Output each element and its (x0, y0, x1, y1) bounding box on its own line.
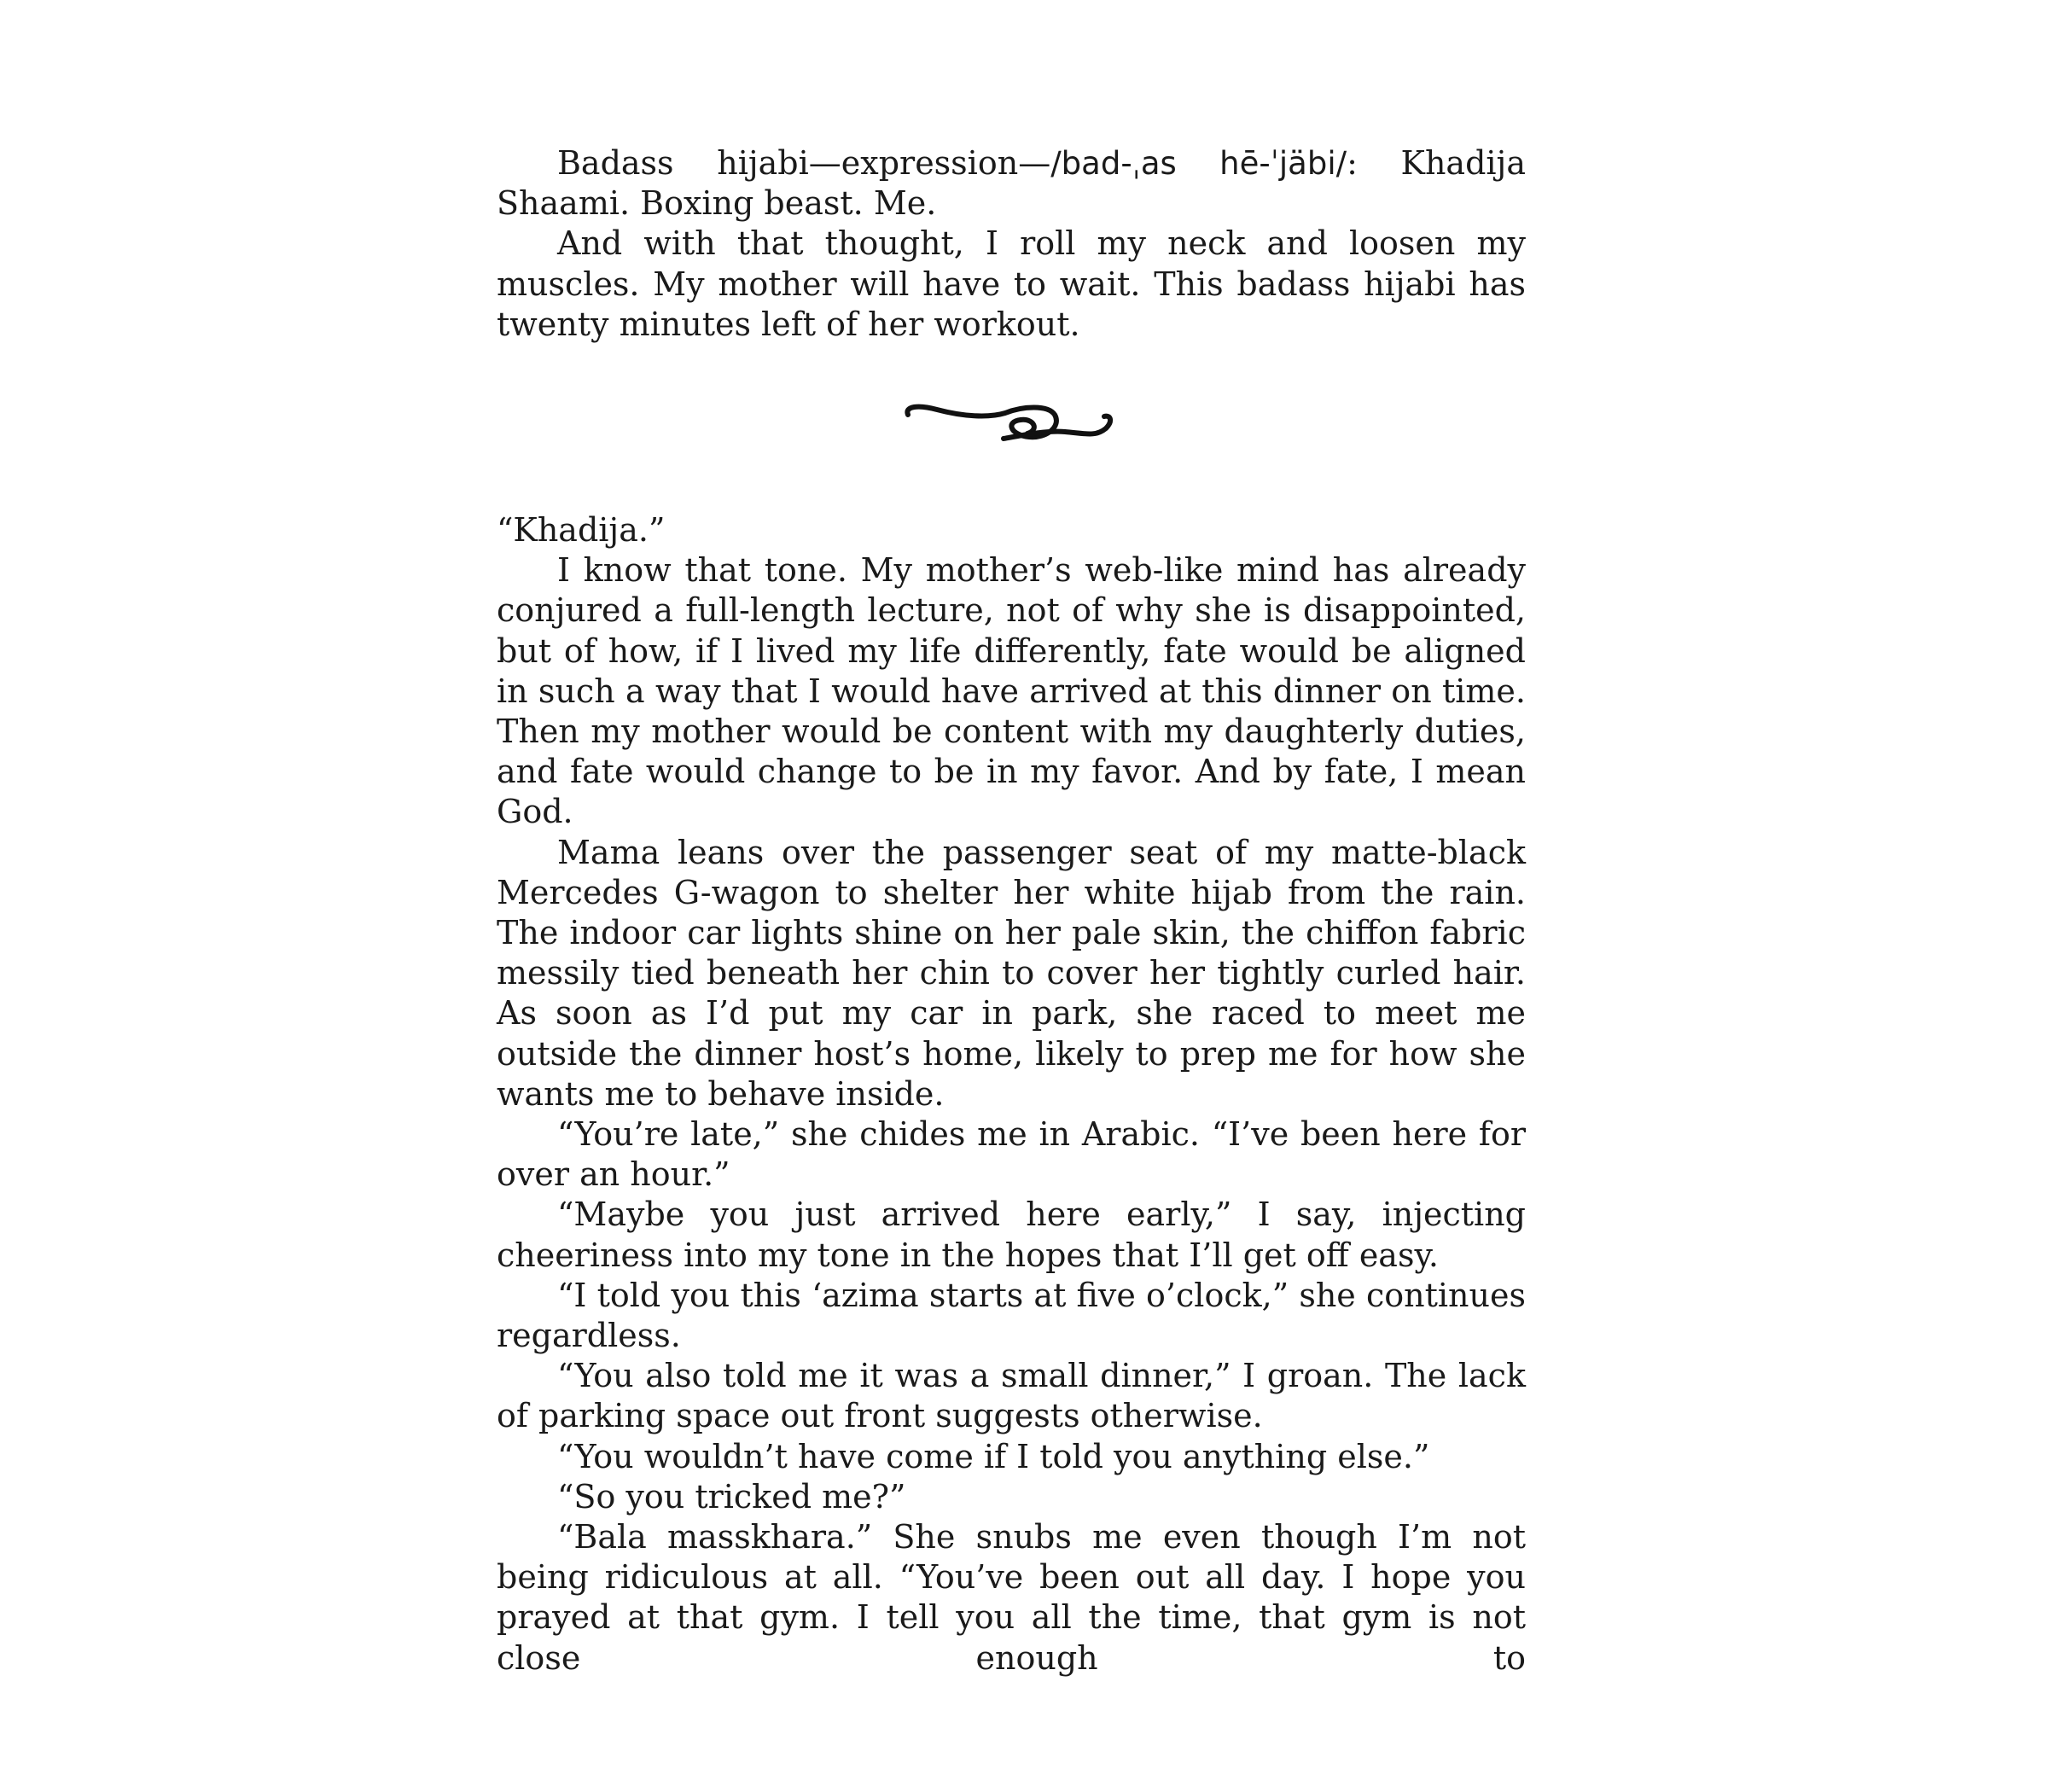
paragraph-continued: “Bala masskhara.” She snubs me even though I’m not being ridiculous at all. “You’ve been out all day. I hope you prayed at that gym. I tell you all the time, that gym is not close enough to (497, 1518, 1526, 1677)
paragraph: I know that tone. My mother’s web-like mind has already conjured a full-length lecture, not of why she is disappointed, but of how, if I lived my life differently, fate would be aligned in such a way that I would have arrived at this dinner on time. Then my mother would be content with my daughterly duties, and fate would change to be in my favor. And by fate, I mean God. (497, 551, 1526, 831)
paragraph: “I told you this ‘azima starts at five o’clock,” she continues regardless. (497, 1276, 1526, 1355)
definition-text: Badass hijabi—expression— (557, 144, 1051, 182)
paragraph: And with that thought, I roll my neck and loosen my muscles. My mother will have to wait. This badass hijabi has twenty minutes left of her workout. (497, 224, 1526, 343)
page-section-one (497, 143, 1526, 345)
paragraph: “So you tricked me?” (557, 1477, 906, 1516)
page-section-two (497, 510, 1526, 1679)
pronunciation: /bad-ˌas hē-ˈjäbi/ (1050, 145, 1347, 182)
paragraph-definition (497, 143, 1526, 224)
definition-text-end: : Khadija Shaami. Boxing beast. Me. (497, 144, 1526, 223)
flourish-divider-icon (903, 394, 1116, 459)
paragraph: “You’re late,” she chides me in Arabic. “I’ve been here for over an hour.” (497, 1115, 1526, 1194)
paragraph: “You also told me it was a small dinner,” I groan. The lack of parking space out front suggests otherwise. (497, 1357, 1526, 1435)
paragraph: “You wouldn’t have come if I told you anything else.” (557, 1437, 1430, 1475)
paragraph: “Maybe you just arrived here early,” I say, injecting cheeriness into my tone in the hopes that I’ll get off easy. (497, 1196, 1526, 1274)
paragraph: Mama leans over the passenger seat of my matte-black Mercedes G-wagon to shelter her white hijab from the rain. The indoor car lights shine on her pale skin, the chiffon fabric messily tied beneath her chin to cover her tightly curled hair. As soon as I’d put my car in park, she raced to meet me outside the dinner host’s home, likely to prep me for how she wants me to behave inside. (497, 833, 1526, 1113)
paragraph-dialogue-name: “Khadija.” (497, 511, 666, 549)
